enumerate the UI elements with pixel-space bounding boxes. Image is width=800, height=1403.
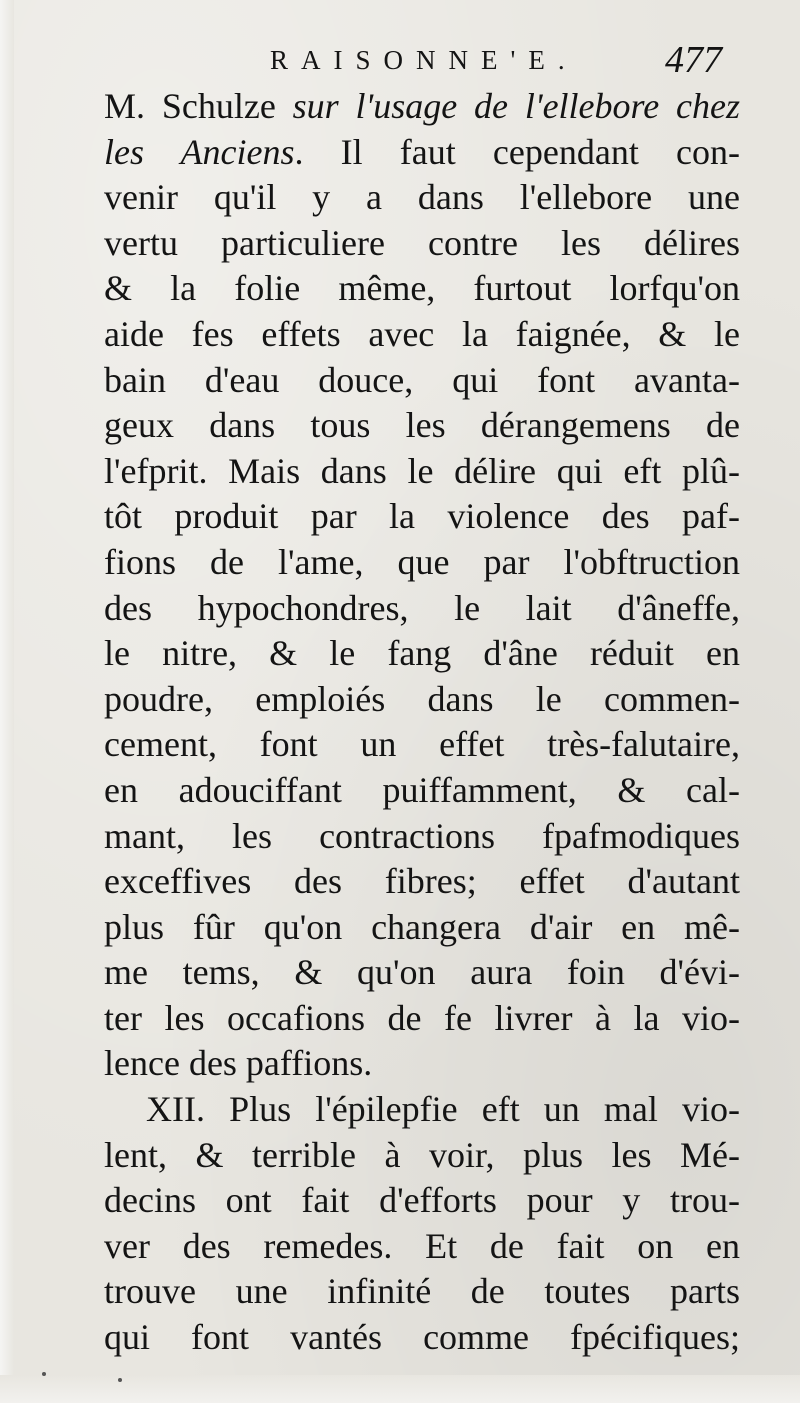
running-head: RAISONNE'E. <box>270 45 578 75</box>
text-line: ter les occafions de fe livrer à la vio- <box>104 997 740 1038</box>
text-line: bain d'eau douce, qui font avanta- <box>104 359 740 400</box>
text-line: qui font vantés comme fpécifiques; <box>104 1317 740 1358</box>
text-line-paragraph-end: lence des paffions. <box>104 1043 373 1084</box>
text-line: le nitre, & le fang d'âne réduit en <box>104 633 740 674</box>
text-line-paragraph-start: XII. Plus l'épilepfie eft un mal vio- <box>146 1089 740 1130</box>
page-edge-left <box>0 0 14 1403</box>
text-line: & la folie même, furtout lorfqu'on <box>104 268 740 309</box>
text-line: trouve une infinité de toutes parts <box>104 1271 740 1312</box>
ink-speck <box>42 1372 46 1376</box>
text-line: plus fûr qu'on changera d'air en mê- <box>104 906 740 947</box>
text-line: mant, les contractions fpafmodiques <box>104 815 740 856</box>
text-line: fions de l'ame, que par l'obftruction <box>104 541 740 582</box>
text-line: lent, & terrible à voir, plus les Mé- <box>104 1134 740 1175</box>
line-text: M. Schulze <box>104 86 293 126</box>
italic-title: sur l'usage de l'ellebore chez <box>292 86 740 126</box>
text-line: en adouciffant puiffamment, & cal- <box>104 769 740 810</box>
text-line: cement, font un effet très-falutaire, <box>104 724 740 765</box>
text-line <box>104 84 740 130</box>
text-line: me tems, & qu'on aura foin d'évi- <box>104 952 740 993</box>
line-text: . Il faut cependant con- <box>294 131 740 172</box>
text-line: decins ont fait d'efforts pour y trou- <box>104 1180 740 1221</box>
ink-speck <box>118 1378 122 1382</box>
text-line <box>104 130 740 176</box>
text-line: aide fes effets avec la faignée, & le <box>104 313 740 354</box>
page-number: 477 <box>665 39 722 81</box>
text-line: des hypochondres, le lait d'âneffe, <box>104 587 740 628</box>
italic-title: les Anciens <box>104 131 295 172</box>
text-line: ver des remedes. Et de fait on en <box>104 1225 740 1266</box>
text-line: l'efprit. Mais dans le délire qui eft plû- <box>104 450 740 491</box>
text-line: poudre, emploiés dans le commen- <box>104 678 740 719</box>
text-line: venir qu'il y a dans l'ellebore une <box>104 177 740 218</box>
text-line: geux dans tous les dérangemens de <box>104 405 740 446</box>
text-line: tôt produit par la violence des paf- <box>104 496 740 537</box>
body-text <box>104 84 740 1361</box>
text-line: vertu particuliere contre les délires <box>104 222 740 263</box>
text-line: exceffives des fibres; effet d'autant <box>104 861 740 902</box>
